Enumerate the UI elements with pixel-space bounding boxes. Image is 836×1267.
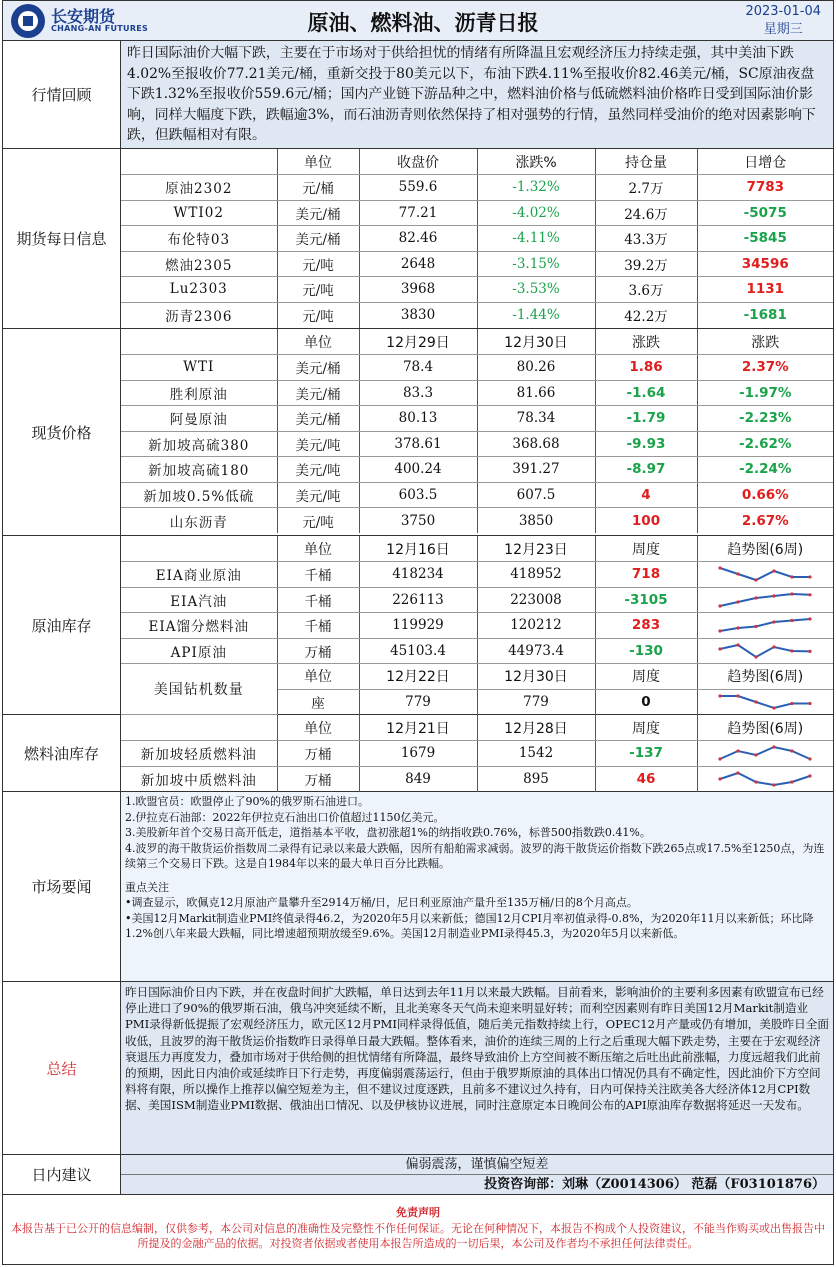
- crude-inventory-label: 原油库存: [3, 536, 121, 714]
- trend-point: [773, 621, 776, 624]
- disclaimer-text: 本报告基于已公开的信息编制，仅供参考，本公司对信息的准确性及完整性不作任何保证。无论在何种情况下，本报告不构成个人投资建议，不能当作购买或出售报告中所提及的金融产品的依据。对投资者依据或者使用本报告所造成的一切后果，本公司及作者均不承担任何法律责任。: [11, 1221, 825, 1250]
- advice-section: [3, 1155, 833, 1195]
- spot-name: 阿曼原油: [121, 406, 277, 432]
- inventory-week2: 418952: [477, 562, 595, 588]
- trend-point: [791, 780, 794, 783]
- fuel-inventory-label: 燃料油库存: [3, 715, 121, 791]
- weekly-change: -3105: [595, 587, 697, 613]
- close-price: 3968: [359, 277, 477, 303]
- report-title: 原油、燃料油、沥青日报: [307, 11, 539, 35]
- inventory-week1: 418234: [359, 562, 477, 588]
- futures-table-wrap: [121, 149, 833, 328]
- trend-point: [809, 650, 812, 653]
- trend-point: [737, 643, 740, 646]
- focus-title: 重点关注: [125, 880, 169, 894]
- report-header: [3, 1, 833, 41]
- trend-point: [791, 649, 794, 652]
- table-row: [121, 277, 833, 303]
- spot-label: 现货价格: [3, 329, 121, 535]
- price-change-pct: 2.67%: [741, 512, 789, 529]
- column-header: 周度: [595, 536, 697, 562]
- trend-point: [719, 630, 722, 633]
- unit-cell: 美元/桶: [277, 355, 359, 381]
- close-price: 82.46: [359, 226, 477, 252]
- trend-point: [773, 706, 776, 709]
- column-header: [121, 149, 277, 175]
- trend-point: [809, 593, 812, 596]
- trend-point: [791, 702, 794, 705]
- column-header: [121, 329, 277, 355]
- futures-label: 期货每日信息: [3, 149, 121, 328]
- column-header: 单位: [277, 149, 359, 175]
- trend-point: [773, 594, 776, 597]
- trend-line: [720, 645, 810, 657]
- trend-point: [737, 750, 740, 753]
- column-header: 12月29日: [359, 329, 477, 355]
- weekday-text: 星期三: [763, 22, 803, 37]
- daily-oi-change: 7783: [697, 175, 833, 201]
- spot-table-wrap: [121, 329, 833, 535]
- trend-point: [737, 573, 740, 576]
- news-label: 市场要闻: [3, 792, 121, 981]
- spot-name: 新加坡高硫180: [121, 457, 277, 483]
- change-pct: -1.32%: [477, 175, 595, 201]
- inventory-week1: 1679: [359, 741, 477, 767]
- advice-label: 日内建议: [3, 1155, 121, 1194]
- contract-name: 原油2302: [121, 175, 277, 201]
- trend-line: [720, 568, 810, 580]
- weekly-change: 0: [595, 689, 697, 715]
- unit-cell: 美元/吨: [277, 482, 359, 508]
- price-day2: 607.5: [477, 482, 595, 508]
- trend-point: [773, 570, 776, 573]
- table-row: [121, 638, 833, 664]
- change-pct: -3.53%: [477, 277, 595, 303]
- unit-cell: 美元/吨: [277, 431, 359, 457]
- weekly-change: -137: [595, 741, 697, 767]
- table-row: [121, 406, 833, 432]
- inventory-name: 新加坡中质燃料油: [121, 766, 277, 792]
- trend-line: [720, 619, 810, 631]
- table-row: [121, 562, 833, 588]
- unit-cell: 座: [277, 689, 359, 715]
- open-interest: 39.2万: [595, 251, 697, 277]
- trend-point: [719, 647, 722, 650]
- column-header: [121, 715, 277, 741]
- price-change-pct: 2.37%: [697, 355, 833, 381]
- daily-oi-change: -5075: [697, 200, 833, 226]
- trend-sparkline: [717, 770, 813, 788]
- column-header: 趋势图(6周): [697, 536, 833, 562]
- trend-cell: [697, 562, 833, 588]
- table-row: [121, 175, 833, 201]
- column-header: 周度: [595, 664, 697, 690]
- trend-point: [809, 774, 812, 777]
- column-header: 12月16日: [359, 536, 477, 562]
- trend-point: [719, 567, 722, 570]
- table-row: [121, 508, 833, 534]
- trend-point: [719, 604, 722, 607]
- close-price: 3830: [359, 302, 477, 328]
- weekly-change: 46: [595, 766, 697, 792]
- open-interest: 24.6万: [595, 200, 697, 226]
- disclaimer-title: 免责声明: [396, 1206, 440, 1219]
- crude-inventory-table-wrap: [121, 536, 833, 714]
- inventory-name: API原油: [121, 638, 277, 664]
- futures-table: [121, 149, 833, 328]
- rig-week1: 779: [359, 689, 477, 715]
- unit-cell: 元/吨: [277, 277, 359, 303]
- table-row: [121, 251, 833, 277]
- trend-point: [773, 783, 776, 786]
- news-item: 1.欧盟官员：欧盟停止了90%的俄罗斯石油进口。: [125, 795, 369, 808]
- column-header: 单位: [277, 715, 359, 741]
- trend-sparkline: [717, 591, 813, 609]
- summary-section: [3, 982, 833, 1155]
- unit-cell: 美元/桶: [277, 380, 359, 406]
- column-header: 趋势图(6周): [697, 664, 833, 690]
- inventory-name: EIA商业原油: [121, 562, 277, 588]
- trend-point: [809, 576, 812, 579]
- unit-cell: 元/桶: [277, 175, 359, 201]
- brand-logo-icon: [11, 4, 45, 38]
- price-change: 1.86: [595, 355, 697, 381]
- trend-cell: [697, 741, 833, 767]
- price-day1: 80.13: [359, 406, 477, 432]
- spot-section: [3, 329, 833, 536]
- inventory-name: EIA汽油: [121, 587, 277, 613]
- trend-point: [737, 694, 740, 697]
- table-row: [121, 457, 833, 483]
- trend-point: [755, 700, 758, 703]
- table-row: [121, 431, 833, 457]
- trend-point: [755, 579, 758, 582]
- trend-point: [737, 600, 740, 603]
- table-row: [121, 200, 833, 226]
- report-date: [745, 3, 821, 39]
- crude-inventory-section: [3, 536, 833, 715]
- price-day1: 3750: [359, 508, 477, 534]
- column-header: 日增仓: [697, 149, 833, 175]
- contract-name: 燃油2305: [121, 251, 277, 277]
- unit-cell: 元/吨: [277, 508, 359, 534]
- spot-name: 新加坡0.5%低硫: [121, 482, 277, 508]
- price-day2: 391.27: [477, 457, 595, 483]
- daily-oi-change: -5845: [697, 226, 833, 252]
- price-change: -8.97: [595, 457, 697, 483]
- column-header: 单位: [277, 664, 359, 690]
- inventory-week2: 44973.4: [477, 638, 595, 664]
- unit-cell: 元/吨: [277, 302, 359, 328]
- price-day2: 78.34: [477, 406, 595, 432]
- unit-cell: 万桶: [277, 766, 359, 792]
- change-pct: -3.15%: [477, 251, 595, 277]
- price-change-pct: -2.24%: [697, 457, 833, 483]
- table-row: [121, 482, 833, 508]
- column-header: [121, 536, 277, 562]
- open-interest: 3.6万: [595, 277, 697, 303]
- news-content: [121, 792, 833, 981]
- trend-point: [737, 771, 740, 774]
- trend-point: [791, 619, 794, 622]
- price-day2: 81.66: [477, 380, 595, 406]
- column-header: 趋势图(6周): [697, 715, 833, 741]
- trend-sparkline: [717, 744, 813, 762]
- price-day2: 368.68: [477, 431, 595, 457]
- review-text: 昨日国际油价大幅下跌，主要在于市场对于供给担忧的情绪有所降温且宏观经济压力持续走强，其中美油下跌4.02%至报收价77.21美元/桶，重新交投于80美元以下，布油下跌4.11%至报收价82.46美元/桶，SC原油夜盘下跌1.32%至报收价559.6元/桶；国内产业链下游品种之中，燃料油价格与低硫燃料油价格昨日受到国际油价影响，同样大幅度下跌，跌幅逾3%，而石油沥青则依然保持了相对强势的行情，虽然同样受油价的绝对因素影响下跌，但跌幅相对有限。: [121, 41, 833, 148]
- contract-name: WTI02: [121, 200, 277, 226]
- column-header: 12月22日: [359, 664, 477, 690]
- rig-week2: 779: [477, 689, 595, 715]
- price-day1: 83.3: [359, 380, 477, 406]
- column-header: 持仓量: [595, 149, 697, 175]
- column-header: 12月30日: [477, 664, 595, 690]
- price-change: 4: [595, 482, 697, 508]
- inventory-week1: 226113: [359, 587, 477, 613]
- price-change-pct: 0.66%: [697, 482, 833, 508]
- daily-oi-change: 1131: [697, 277, 833, 303]
- review-label: 行情回顾: [3, 41, 121, 148]
- unit-cell: 千桶: [277, 587, 359, 613]
- column-header: 12月28日: [477, 715, 595, 741]
- trend-line: [720, 594, 810, 606]
- news-item: 3.美股新年首个交易日高开低走，道指基本平收，盘初涨超1%的纳指收跌0.76%，标普500指数跌0.41%。: [125, 826, 651, 839]
- spot-name: WTI: [121, 355, 277, 381]
- open-interest: 2.7万: [595, 175, 697, 201]
- trend-point: [791, 576, 794, 579]
- trend-cell: [697, 766, 833, 792]
- trend-cell: [697, 613, 833, 639]
- column-header: 收盘价: [359, 149, 477, 175]
- price-day1: 78.4: [359, 355, 477, 381]
- trend-point: [809, 618, 812, 621]
- table-row: [121, 355, 833, 381]
- change-pct: -4.02%: [477, 200, 595, 226]
- price-change-pct: -1.97%: [697, 380, 833, 406]
- focus-item: •调查显示，欧佩克12月原油产量攀升至2914万桶/日，尼日利亚原油产量升至135万桶/日的8个月高点。: [125, 896, 638, 909]
- rig-count-name: 美国钻机数量: [121, 664, 277, 715]
- price-day2: 3850: [477, 508, 595, 534]
- trend-point: [773, 645, 776, 648]
- inventory-week1: 849: [359, 766, 477, 792]
- unit-cell: 美元/桶: [277, 200, 359, 226]
- trend-point: [737, 627, 740, 630]
- brand-name: 长安期货: [51, 7, 116, 26]
- price-change: -9.93: [595, 431, 697, 457]
- price-day1: 400.24: [359, 457, 477, 483]
- inventory-week1: 45103.4: [359, 638, 477, 664]
- weekly-change: -130: [595, 638, 697, 664]
- contract-name: Lu2303: [121, 277, 277, 303]
- trend-point: [755, 754, 758, 757]
- futures-section: [3, 149, 833, 329]
- brand-name-en: CHANG-AN FUTURES: [51, 24, 149, 33]
- price-change: -1.79: [595, 406, 697, 432]
- close-price: 559.6: [359, 175, 477, 201]
- trend-sparkline: [717, 693, 813, 711]
- column-header: 单位: [277, 536, 359, 562]
- table-row: [121, 741, 833, 767]
- contract-name: 沥青2306: [121, 302, 277, 328]
- change-pct: -1.44%: [477, 302, 595, 328]
- unit-cell: 美元/桶: [277, 226, 359, 252]
- spot-name: 山东沥青: [121, 508, 277, 534]
- trend-point: [791, 592, 794, 595]
- column-header: 12月21日: [359, 715, 477, 741]
- trend-cell: [697, 638, 833, 664]
- trend-sparkline: [717, 565, 813, 583]
- trend-point: [809, 702, 812, 705]
- trend-point: [719, 758, 722, 761]
- review-section: [3, 41, 833, 149]
- inventory-name: EIA馏分燃料油: [121, 613, 277, 639]
- table-row: [121, 380, 833, 406]
- crude-header-row: [121, 536, 833, 562]
- trend-sparkline: [717, 642, 813, 660]
- inventory-week2: 223008: [477, 587, 595, 613]
- futures-header-row: [121, 149, 833, 175]
- price-day2: 80.26: [477, 355, 595, 381]
- column-header: 涨跌: [595, 329, 697, 355]
- trend-line: [720, 696, 810, 708]
- daily-oi-change: 34596: [697, 251, 833, 277]
- table-row: [121, 302, 833, 328]
- focus-item: •美国12月Markit制造业PMI终值录得46.2，为2020年5月以来新低；德国12月CPI月率初值录得-0.8%，为2020年11月以来新低；环比降1.2%创八年来最大跌幅，同比增速超预期放缓至9.6%。美国12月制造业PMI录得45.3，为2020年5月以来新低。: [125, 911, 814, 940]
- column-header: 涨跌: [697, 329, 833, 355]
- price-change-pct: -2.62%: [697, 431, 833, 457]
- news-section: [3, 792, 833, 982]
- change-pct: -4.11%: [477, 226, 595, 252]
- price-change: -1.64: [595, 380, 697, 406]
- fuel-inventory-table-wrap: [121, 715, 833, 791]
- table-row: [121, 613, 833, 639]
- crude-inventory-table: [121, 536, 833, 715]
- unit-cell: 元/吨: [277, 251, 359, 277]
- trend-cell: [697, 689, 833, 715]
- spot-table: [121, 329, 833, 533]
- spot-name: 新加坡高硫380: [121, 431, 277, 457]
- unit-cell: 千桶: [277, 613, 359, 639]
- report-page: [2, 0, 834, 1265]
- unit-cell: 千桶: [277, 562, 359, 588]
- news-item: 2.伊拉克石油部：2022年伊拉克石油出口价值超过1150亿美元。: [125, 810, 445, 824]
- trend-point: [755, 596, 758, 599]
- unit-cell: 美元/桶: [277, 406, 359, 432]
- column-header: 单位: [277, 329, 359, 355]
- news-item: 4.波罗的海干散货运价指数周二录得有记录以来最大跌幅，因所有船舶需求减弱。波罗的海干散货运价指数下跌265点或17.5%至1250点，为连续第三个交易日下跌。这是自1984年以来的最大单日百分比跌幅。: [125, 841, 825, 870]
- unit-cell: 万桶: [277, 741, 359, 767]
- trend-point: [791, 750, 794, 753]
- inventory-name: 新加坡轻质燃料油: [121, 741, 277, 767]
- trend-point: [773, 746, 776, 749]
- daily-oi-change: -1681: [743, 307, 787, 323]
- summary-label: 总结: [3, 982, 121, 1154]
- spot-name: 胜利原油: [121, 380, 277, 406]
- unit-cell: 万桶: [277, 638, 359, 664]
- price-change-pct: -2.23%: [697, 406, 833, 432]
- open-interest: 43.3万: [595, 226, 697, 252]
- column-header: 12月30日: [477, 329, 595, 355]
- close-price: 2648: [359, 251, 477, 277]
- column-header: 涨跌%: [477, 149, 595, 175]
- trend-sparkline: [717, 616, 813, 634]
- advice-text: 偏弱震荡，谨慎偏空短差: [121, 1155, 833, 1175]
- column-header: 12月23日: [477, 536, 595, 562]
- disclaimer: [3, 1195, 833, 1265]
- table-row: [121, 226, 833, 252]
- analyst-credits: 投资咨询部：刘琳（Z0014306） 范磊（F03101876）: [121, 1175, 833, 1194]
- trend-point: [755, 625, 758, 628]
- inventory-week2: 120212: [477, 613, 595, 639]
- fuel-inventory-table: [121, 715, 833, 792]
- fuel-header-row: [121, 715, 833, 741]
- trend-point: [755, 655, 758, 658]
- close-price: 77.21: [359, 200, 477, 226]
- unit-cell: 美元/吨: [277, 457, 359, 483]
- price-day1: 378.61: [359, 431, 477, 457]
- contract-name: 布伦特03: [121, 226, 277, 252]
- trend-line: [720, 747, 810, 759]
- inventory-week2: 1542: [477, 741, 595, 767]
- spot-header-row: [121, 329, 833, 355]
- table-row: [121, 587, 833, 613]
- trend-point: [755, 780, 758, 783]
- trend-line: [720, 773, 810, 785]
- rig-header-row: [121, 664, 833, 690]
- price-change: 100: [595, 508, 697, 534]
- trend-point: [719, 694, 722, 697]
- trend-point: [809, 758, 812, 761]
- weekly-change: 283: [595, 613, 697, 639]
- price-day1: 603.5: [359, 482, 477, 508]
- advice-content: [121, 1155, 833, 1194]
- summary-text: 昨日国际油价日内下跌，并在夜盘时间扩大跌幅，单日达到去年11月以来最大跌幅。目前看来，影响油价的主要利多因素有欧盟宣布已经停止进口了90%的俄罗斯石油，俄乌冲突延续不断，且北美寒冬天气尚未迎来明显好转；而利空因素则有昨日美国12月Markit制造业PMI录得新低提振了宏观经济压力，欧元区12月PMI同样录得低值，随后美元指数持续上行，OPEC12月产量或仍有增加，美股昨日全面收低，且波罗的海干散货运价指数昨日录得单日最大跌幅。整体看来，油价的连续三周的上行之后重现大幅下跌走势，主要在于宏观经济衰退压力再度发力，叠加市场对于供给侧的担忧情绪有所降温，最终导致油价上方空间被不断压缩之后吐出此前涨幅，力度远超我们此前的预期，因此日内油价或延续昨日下行走势，再度偏弱震荡运行，但由于俄罗斯原油的具体出口情况仍具有不确定性，因此油价下方空间料将有限，所以操作上推荐以偏空短差为主，但不建议过度逐跌，且前多不建议过久持有，日内可保持关注欧美各大经济体12月CPI数据、美国ISM制造业PMI数据、俄油出口情况、以及伊核协议进展，同时注意原定本日晚间公布的API原油库存数据将延迟一天发布。: [121, 982, 833, 1154]
- trend-cell: [697, 587, 833, 613]
- column-header: 周度: [595, 715, 697, 741]
- table-row: [121, 766, 833, 792]
- fuel-inventory-section: [3, 715, 833, 792]
- inventory-week2: 895: [477, 766, 595, 792]
- weekly-change: 718: [595, 562, 697, 588]
- trend-point: [719, 777, 722, 780]
- inventory-week1: 119929: [359, 613, 477, 639]
- date-text: 2023-01-04: [745, 4, 821, 19]
- open-interest: 42.2万: [595, 302, 697, 328]
